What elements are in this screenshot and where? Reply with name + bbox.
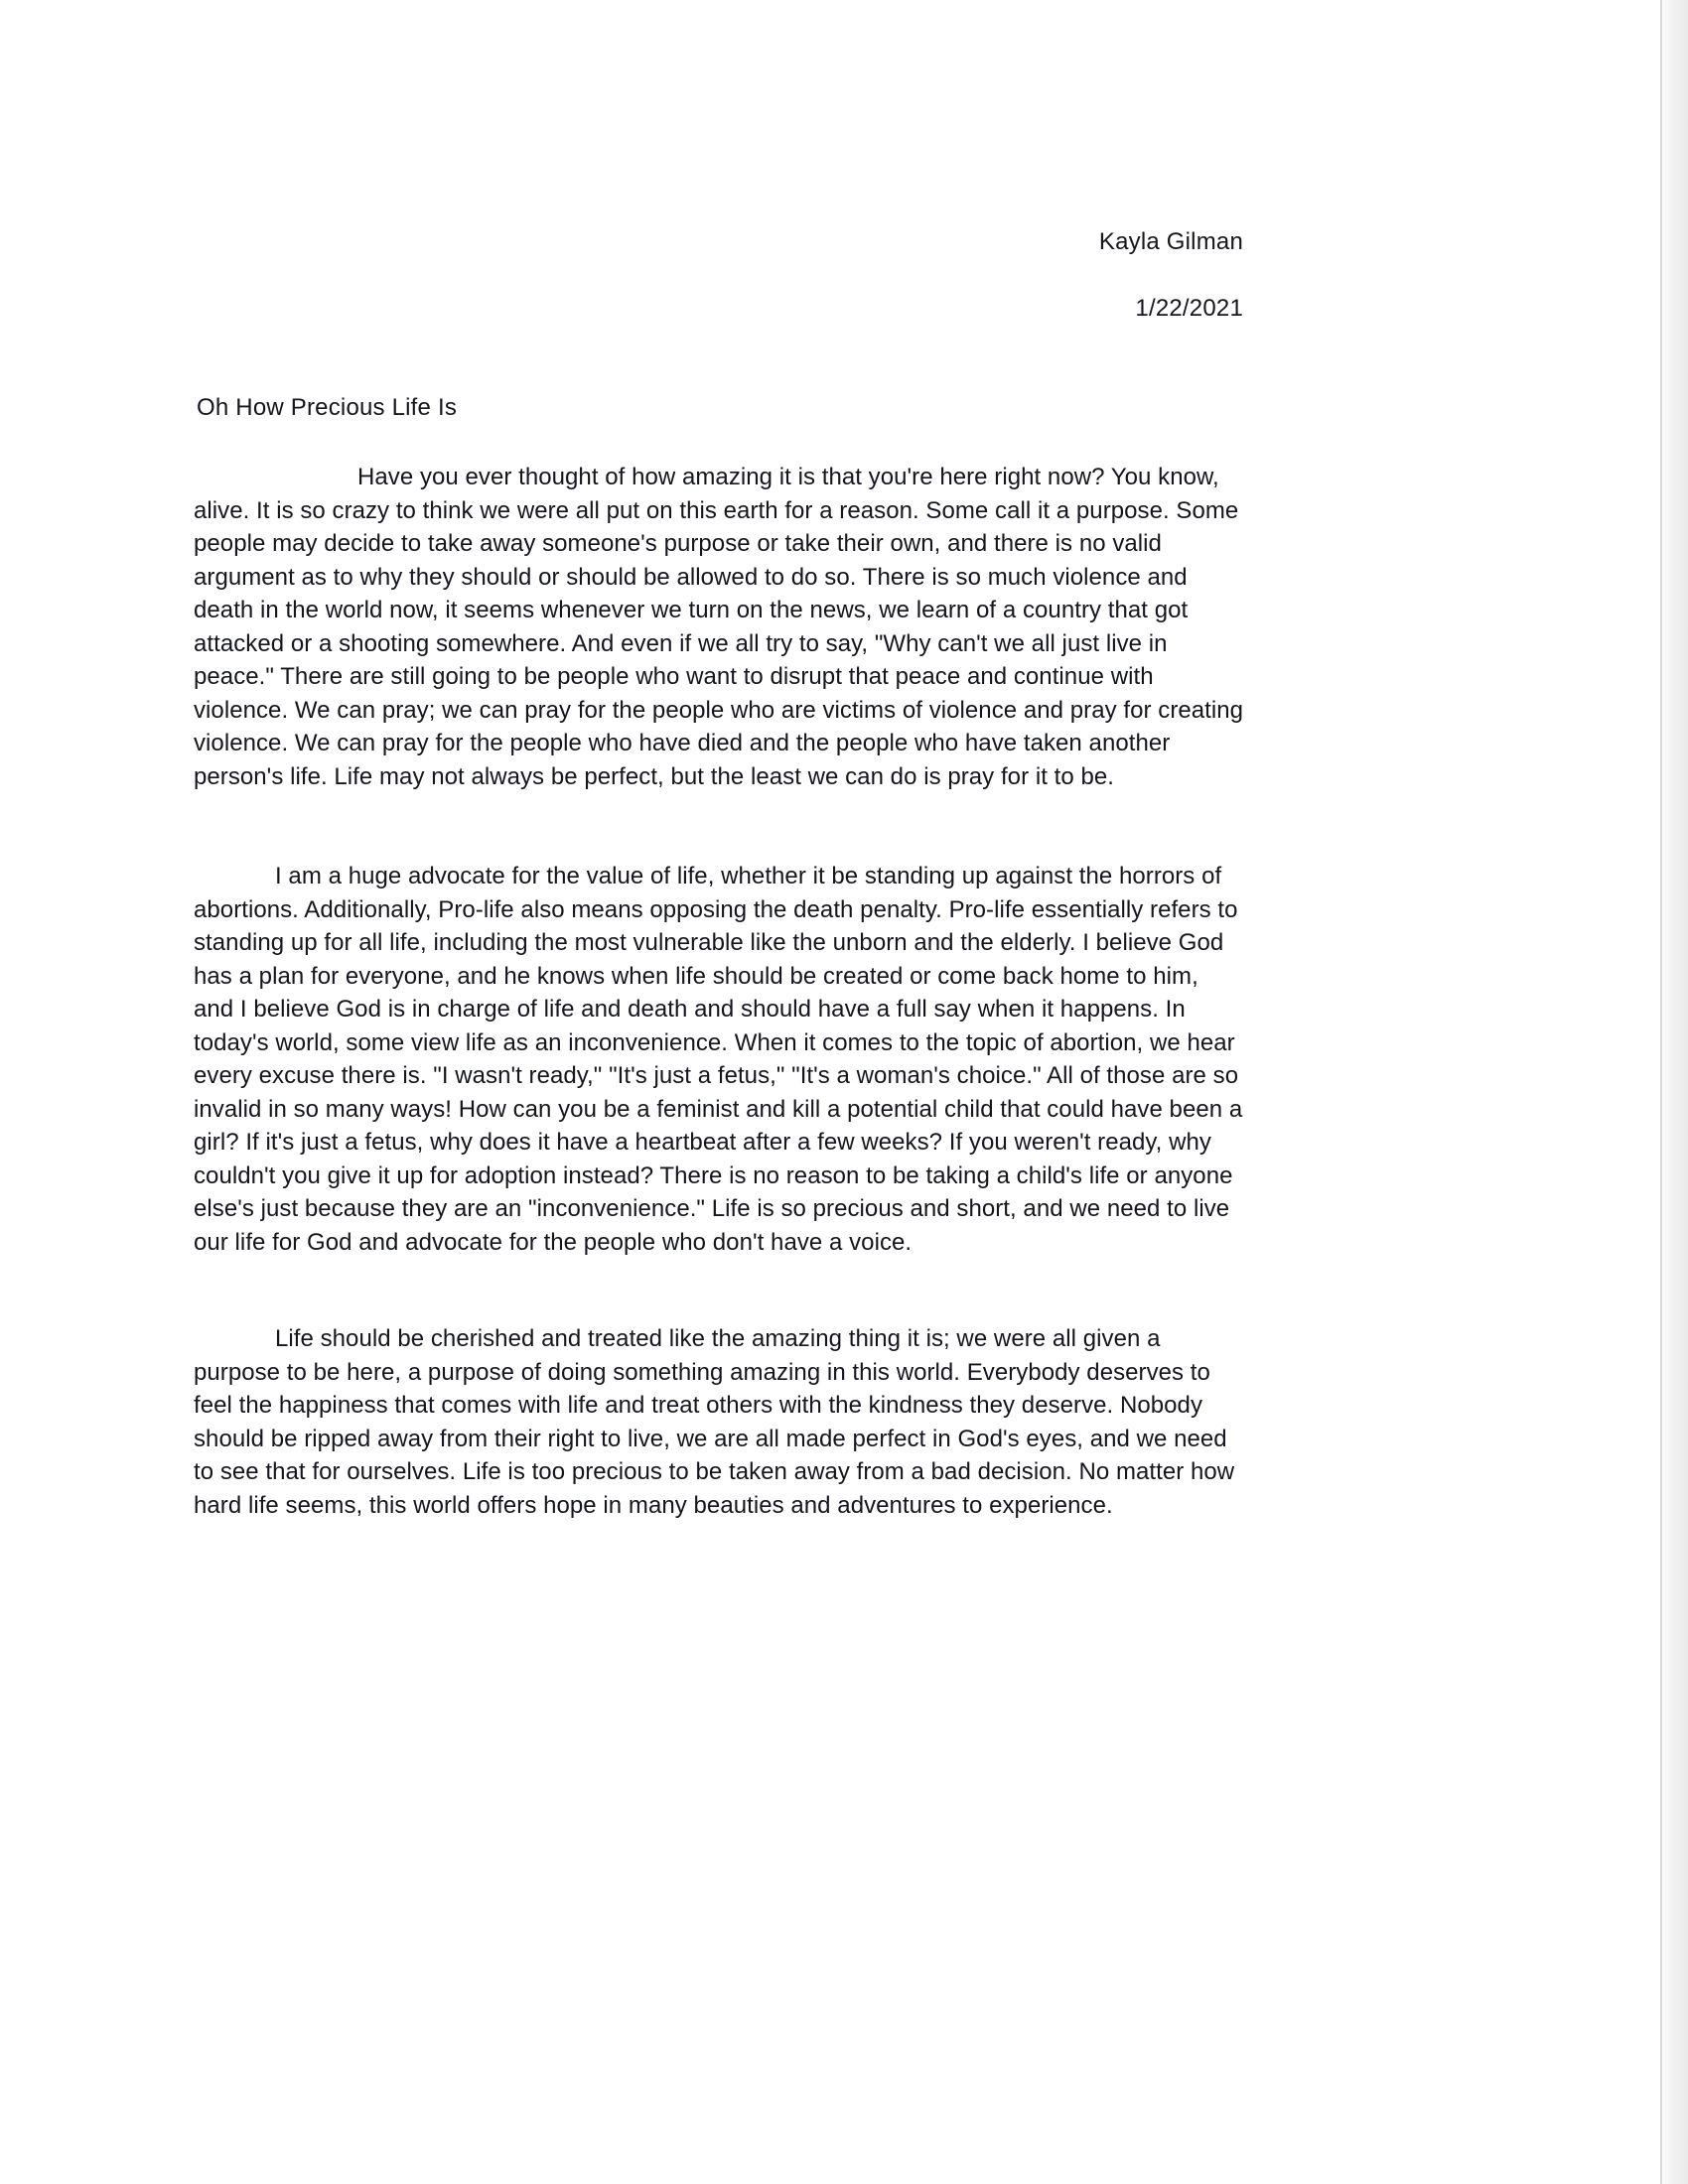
paragraph-text: Life should be cherished and treated like the amazing thing it is; we were all given a purpose to be here, a purpose of doing something amazing in this world. Everybody deserves to feel the happiness that comes with life and treat others with the kindness they deserve. Nobody should be ripped away from their right to live, we are all made perfect in God's eyes, and we need to see that for ourselves. Life is too precious to be taken away from a bad decision. No matter how hard life seems, this world offers hope in many beauties and adventures to experience. <box>194 1325 1235 1519</box>
paragraph-text: I am a huge advocate for the value of life, whether it be standing up against the horrors of abortions. Additionally, Pro-life also means opposing the death penalty. Pro-life essentially refers to standing up for all life, including the most vulnerable like the unborn and the elderly. I believe God has a plan for everyone, and he knows when life should be created or come back home to him, and I believe God is in charge of life and death and should have a full say when it happens. In today's world, some view life as an inconvenience. When it comes to the topic of abortion, we hear every excuse there is. "I wasn't ready," "It's just a fetus," "It's a woman's choice." All of those are so invalid in so many ways! How can you be a feminist and kill a potential child that could have been a girl? If it's just a fetus, why does it have a heartbeat after a few weeks? If you weren't ready, why couldn't you give it up for adoption instead? There is no reason to be taking a child's life or anyone else's just because they are an "inconvenience." Life is so precious and short, and we need to live our life for God and advocate for the people who don't have a voice. <box>194 863 1243 1256</box>
document-title: Oh How Precious Life Is <box>197 394 458 421</box>
paragraph-1 <box>194 461 1244 793</box>
scan-edge-line <box>1660 0 1662 2184</box>
scan-edge-shadow <box>1660 0 1688 2184</box>
document-date: 1/22/2021 <box>1135 295 1243 322</box>
author-name: Kayla Gilman <box>1098 228 1243 255</box>
paragraph-3 <box>194 1322 1244 1522</box>
paragraph-text: Have you ever thought of how amazing it is that you're here right now? You know, alive. It is so crazy to think we were all put on this earth for a reason. Some call it a purpose. Some people may decide to take away someone's purpose or take their own, and there is no valid argument as to why they should or should be allowed to do so. There is so much violence and death in the world now, it seems whenever we turn on the news, we learn of a country that got attacked or a shooting somewhere. And even if we all try to say, "Why can't we all just live in peace." There are still going to be people who want to disrupt that peace and continue with violence. We can pray; we can pray for the people who are victims of violence and pray for creating violence. We can pray for the people who have died and the people who have taken another person's life. Life may not always be perfect, but the least we can do is pray for it to be. <box>194 464 1244 790</box>
paragraph-2 <box>194 860 1244 1259</box>
